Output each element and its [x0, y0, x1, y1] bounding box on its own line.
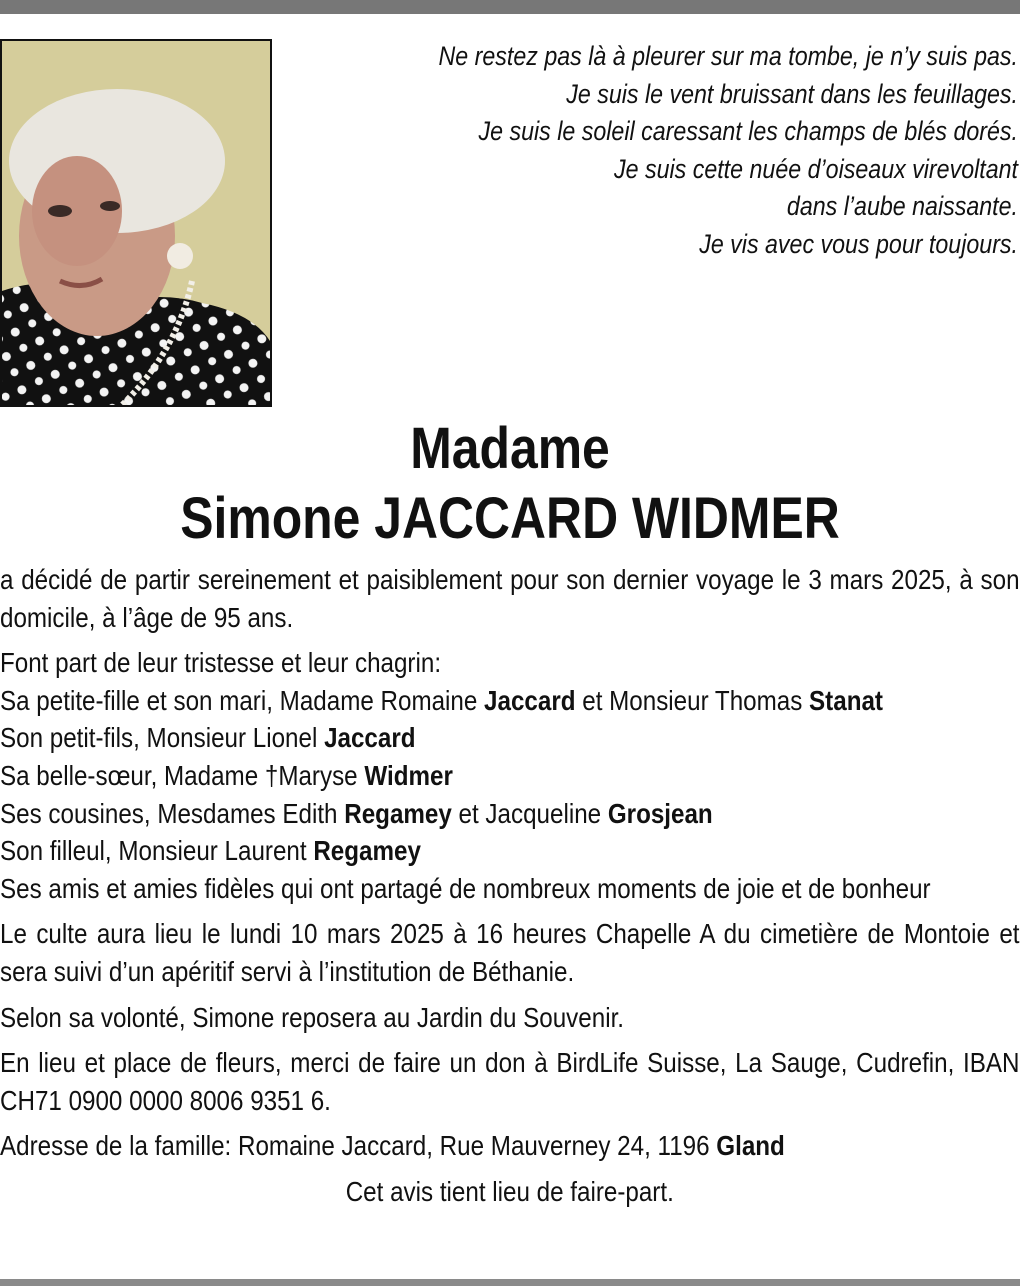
announcement-text: a décidé de partir sereinement et paisiblement pour son dernier voyage le 3 mars 2025, à son domicile, à l’âge de 95 ans. [0, 564, 1020, 633]
poem-line: Je suis le soleil caressant les champs de blés dorés. [478, 116, 1018, 146]
bottom-rule [0, 1279, 1020, 1286]
ceremony-text: Le culte aura lieu le lundi 10 mars 2025 à 16 heures Chapelle A du cimetière de Montoie et sera suivi d’un apéritif servi à l’institution de Béthanie. [0, 918, 1020, 987]
honorific: Madame [410, 416, 610, 481]
top-rule [0, 0, 1020, 14]
poem-line: Je suis cette nuée d’oiseaux virevoltant [613, 153, 1018, 184]
family-member: Son petit-fils, Monsieur Lionel Jaccard [0, 722, 416, 754]
poem-line: Je suis le vent bruissant dans les feuillages. [566, 78, 1018, 109]
family-member: Sa petite-fille et son mari, Madame Romaine Jaccard et Monsieur Thomas Stanat [0, 684, 883, 716]
family-intro: Font part de leur tristesse et leur chagrin: [0, 647, 442, 679]
family-member: Sa belle-sœur, Madame †Maryse Widmer [0, 759, 453, 791]
poem-line: Ne restez pas là à pleurer sur ma tombe, je n’y suis pas. [438, 41, 1018, 71]
family-list [0, 644, 1020, 907]
family-member: Son filleul, Monsieur Laurent Regamey [0, 835, 421, 867]
family-address: Adresse de la famille: Romaine Jaccard, Rue Mauverney 24, 1196 Gland [0, 1130, 785, 1162]
friends-text: Ses amis et amies fidèles qui ont partagé de nombreux moments de joie et de bonheur [0, 872, 931, 904]
wish-text: Selon sa volonté, Simone reposera au Jardin du Souvenir. [0, 1001, 625, 1033]
poem-line: Je vis avec vous pour toujours. [699, 228, 1018, 259]
donation-text: En lieu et place de fleurs, merci de faire un don à BirdLife Suisse, La Sauge, Cudrefin, IBAN CH71 0900 0000 8006 9351 6. [0, 1047, 1020, 1116]
portrait-photo [0, 39, 272, 407]
family-member: Ses cousines, Mesdames Edith Regamey et Jacqueline Grosjean [0, 797, 713, 829]
notice-body [0, 561, 1020, 1211]
deceased-name: Simone JACCARD WIDMER [180, 486, 840, 551]
poem-line: dans l’aube naissante. [786, 191, 1018, 221]
deceased-name-block [0, 414, 1020, 554]
poem [392, 38, 1018, 263]
closing-text: Cet avis tient lieu de faire-part. [345, 1175, 674, 1207]
